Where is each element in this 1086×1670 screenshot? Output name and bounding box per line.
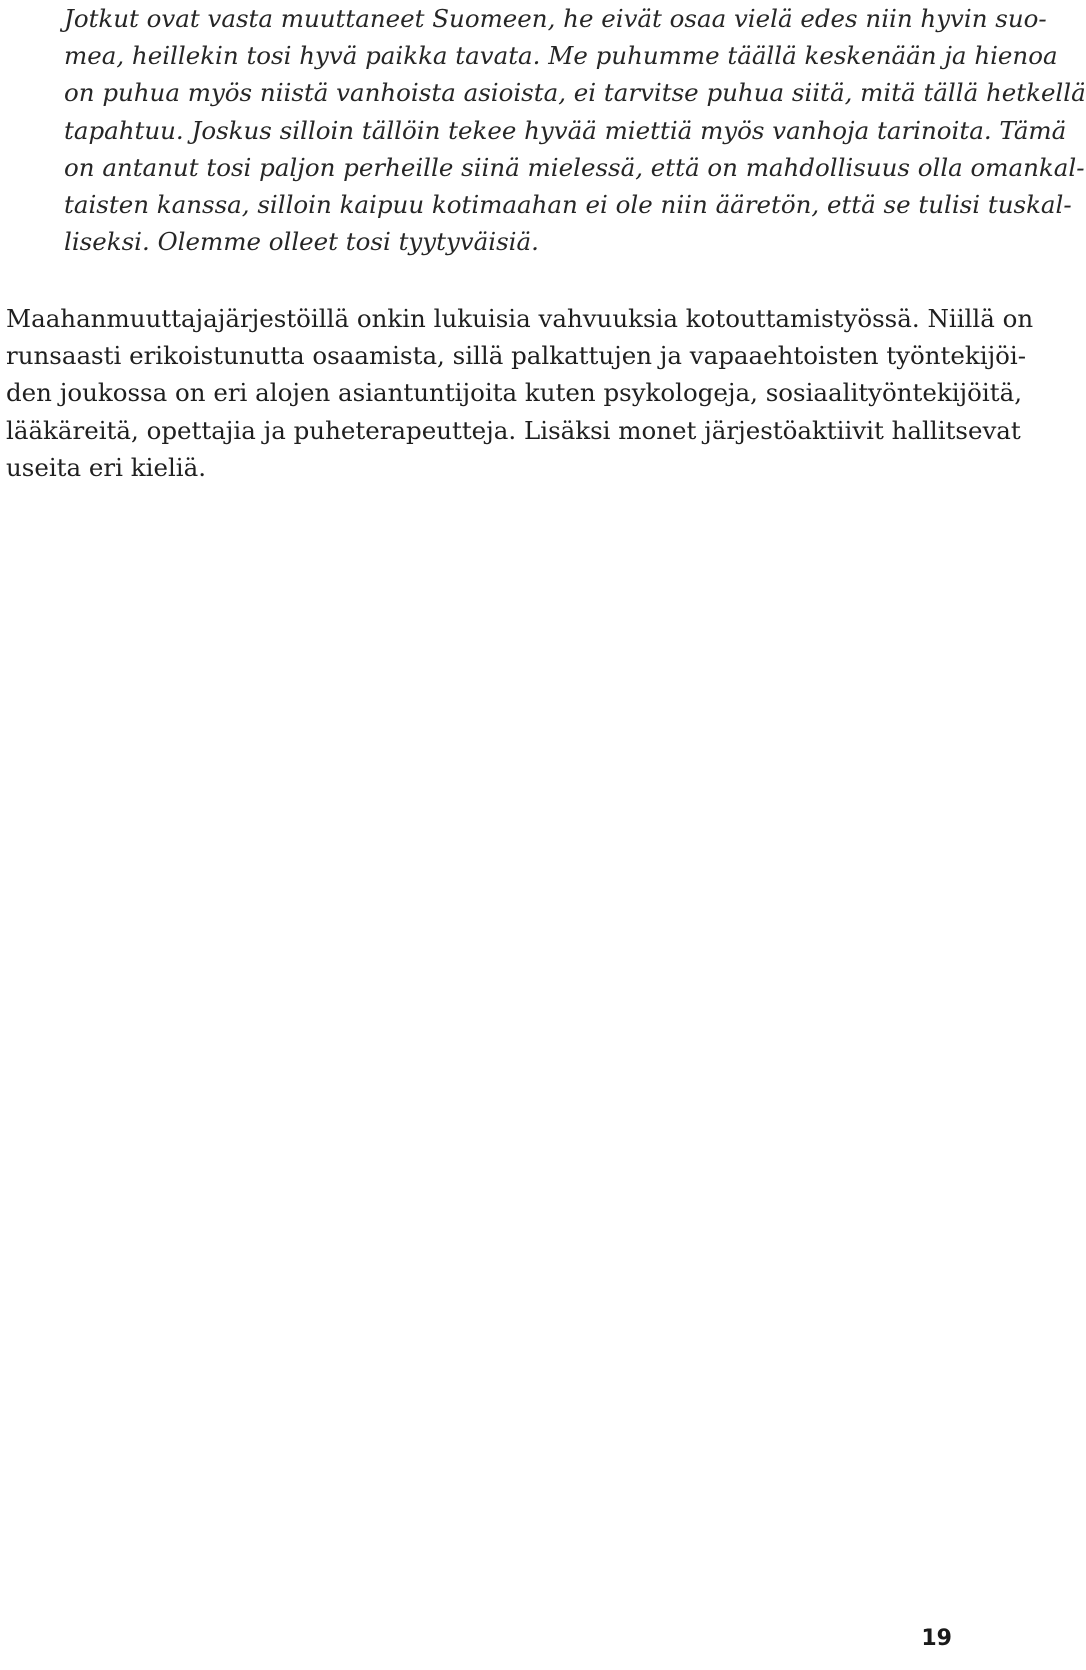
quote-line: liseksi. Olemme olleet tosi tyytyväisiä. xyxy=(64,227,539,257)
quote-line: on antanut tosi paljon perheille siinä mielessä, että on mahdollisuus olla omankal- xyxy=(64,152,1085,182)
paragraph-line: den joukossa on eri alojen asiantuntijoita kuten psykologeja, sosiaalityöntekijöitä, xyxy=(6,378,1022,408)
interview-quote xyxy=(64,0,1086,260)
quote-line: tapahtuu. Joskus silloin tällöin tekee hyvää miettiä myös vanhoja tarinoita. Tämä xyxy=(64,115,1067,145)
quote-line: Jotkut ovat vasta muuttaneet Suomeen, he eivät osaa vielä edes niin hyvin suo- xyxy=(64,4,1047,33)
paragraph-line: runsaasti erikoistunutta osaamista, sillä palkattujen ja vapaaehtoisten työntekijöi- xyxy=(6,341,1027,371)
paragraph-line: useita eri kieliä. xyxy=(6,452,207,482)
page-number: 19 xyxy=(921,1626,952,1651)
quote-line: mea, heillekin tosi hyvä paikka tavata. Me puhumme täällä keskenään ja hienoa xyxy=(64,41,1058,71)
paragraph-line: Maahanmuuttajajärjestöillä onkin lukuisia vahvuuksia kotouttamistyössä. Niillä on xyxy=(6,304,1034,333)
quote-line: on puhua myös niistä vanhoista asioista, ei tarvitse puhua siitä, mitä tällä hetkellä xyxy=(64,78,1086,108)
quote-line: taisten kanssa, silloin kaipuu kotimaahan ei ole niin ääretön, että se tulisi tuskal- xyxy=(64,190,1072,220)
paragraph-line: lääkäreitä, opettajia ja puheterapeutteja. Lisäksi monet järjestöaktiivit hallitsevat xyxy=(6,415,1021,445)
body-paragraph xyxy=(6,300,1034,486)
